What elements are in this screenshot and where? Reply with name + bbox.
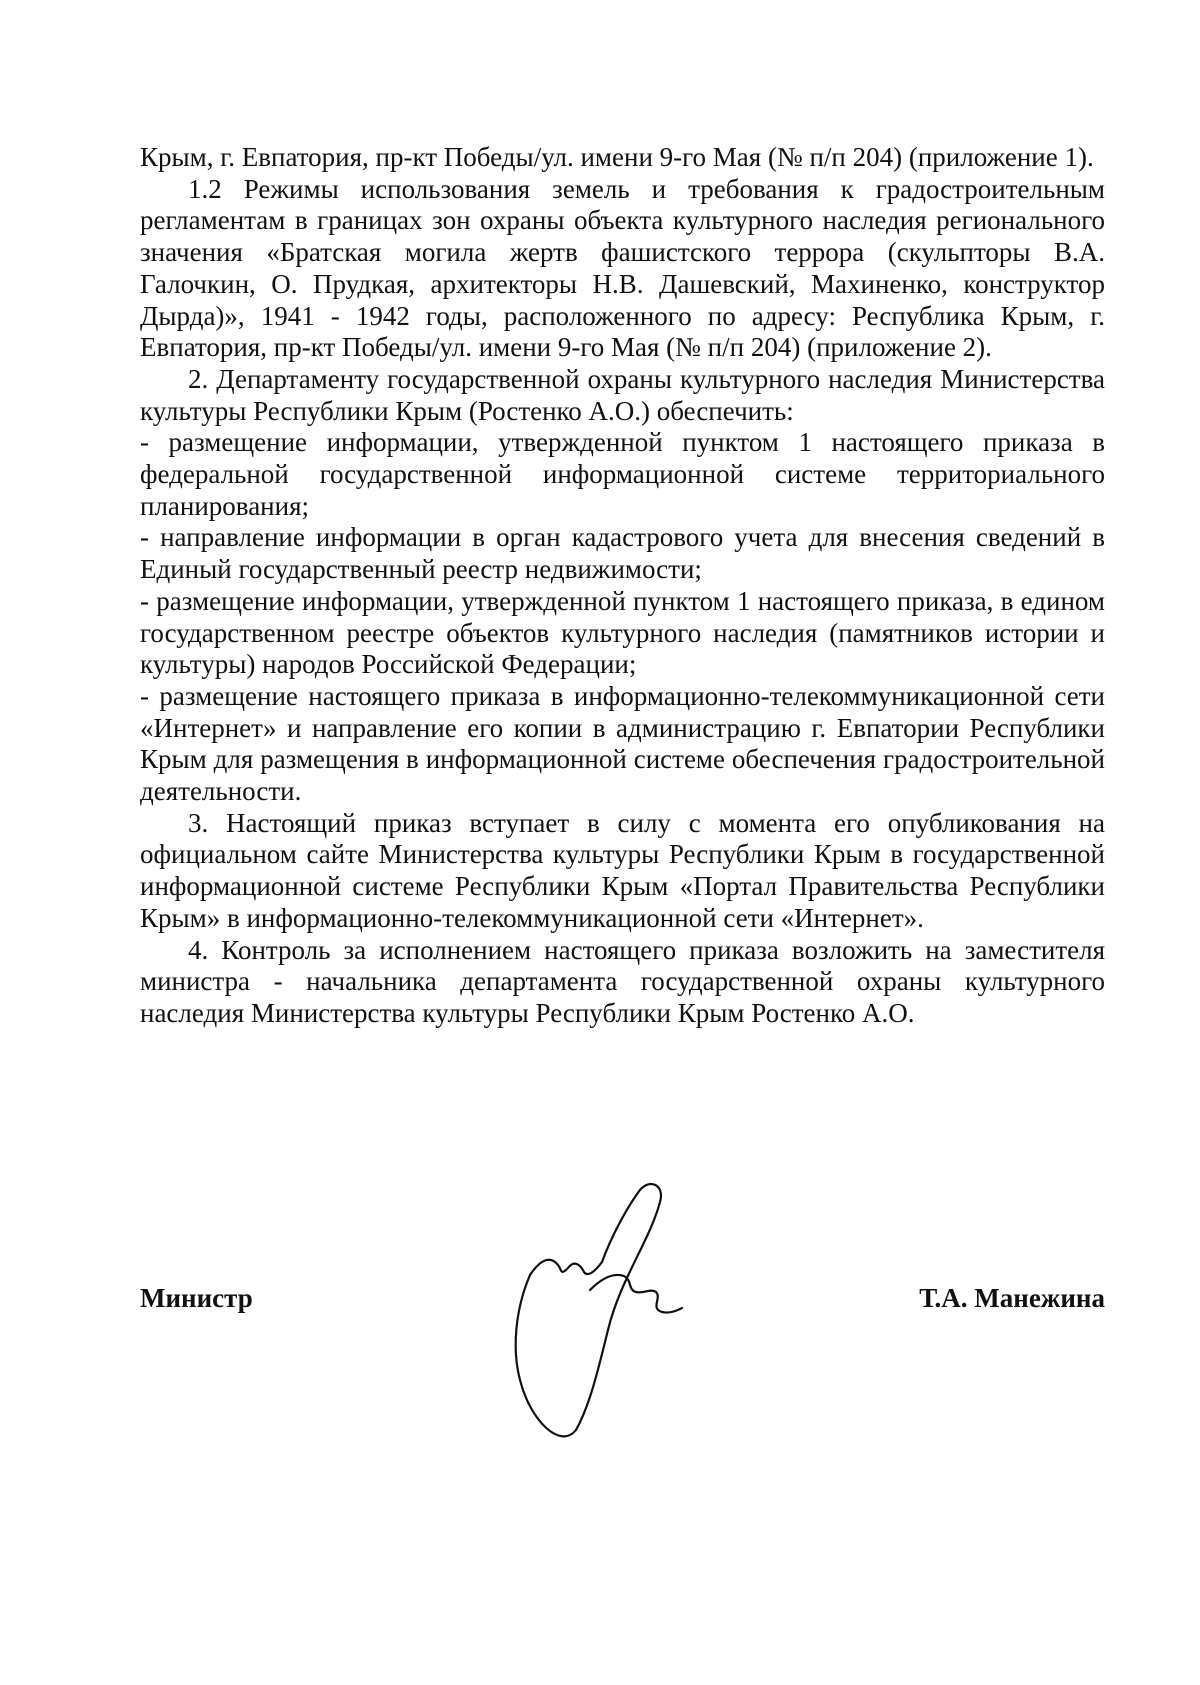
- paragraph-1-2: 1.2 Режимы использования земель и требования к градостроительным регламентам в границах зон охраны объекта культурного наследия регионального значения «Братская могила жертв фашистского террора (скульпторы В.А. Галочкин, О. Прудкая, архитекторы Н.В. Дашевский, Махиненко, конструктор Дырда)», 1941 - 1942 годы, расположенного по адресу: Республика Крым, г. Евпатория, пр-кт Победы/ул. имени 9-го Мая (№ п/п 204) (приложение 2).: [140, 173, 1105, 363]
- signatory-name: Т.А. Манежина: [919, 1283, 1105, 1313]
- paragraph-2: 2. Департаменту государственной охраны культурного наследия Министерства культуры Республики Крым (Ростенко А.О.) обеспечить:: [140, 363, 1105, 426]
- signature-block: [140, 1283, 1105, 1323]
- document-body: [140, 142, 1105, 1030]
- paragraph-3: 3. Настоящий приказ вступает в силу с момента его опубликования на официальном сайте Министерства культуры Республики Крым в государственной информационной системе Республики Крым «Портал Правительства Республики Крым» в информационно-телекоммуникационной сети «Интернет».: [140, 807, 1105, 933]
- list-item-4: - размещение настоящего приказа в информационно-телекоммуникационной сети «Интернет» и направление его копии в администрацию г. Евпатории Республики Крым для размещения в информационной системе обеспечения градостроительной деятельности.: [140, 680, 1105, 807]
- paragraph-4: 4. Контроль за исполнением настоящего приказа возложить на заместителя министра - начальника департамента государственной охраны культурного наследия Министерства культуры Республики Крым Ростенко А.О.: [140, 934, 1105, 1028]
- paragraph-1-continuation: Крым, г. Евпатория, пр-кт Победы/ул. имени 9-го Мая (№ п/п 204) (приложение 1).: [140, 142, 1094, 172]
- list-item-3: - размещение информации, утвержденной пунктом 1 настоящего приказа, в едином государственном реестре объектов культурного наследия (памятников истории и культуры) народов Российской Федерации;: [140, 585, 1105, 680]
- list-item-2: - направление информации в орган кадастрового учета для внесения сведений в Единый государственный реестр недвижимости;: [140, 522, 1105, 585]
- list-item-1: - размещение информации, утвержденной пунктом 1 настоящего приказа в федеральной государственной информационной системе территориального планирования;: [140, 427, 1105, 521]
- signatory-position: Министр: [140, 1283, 253, 1313]
